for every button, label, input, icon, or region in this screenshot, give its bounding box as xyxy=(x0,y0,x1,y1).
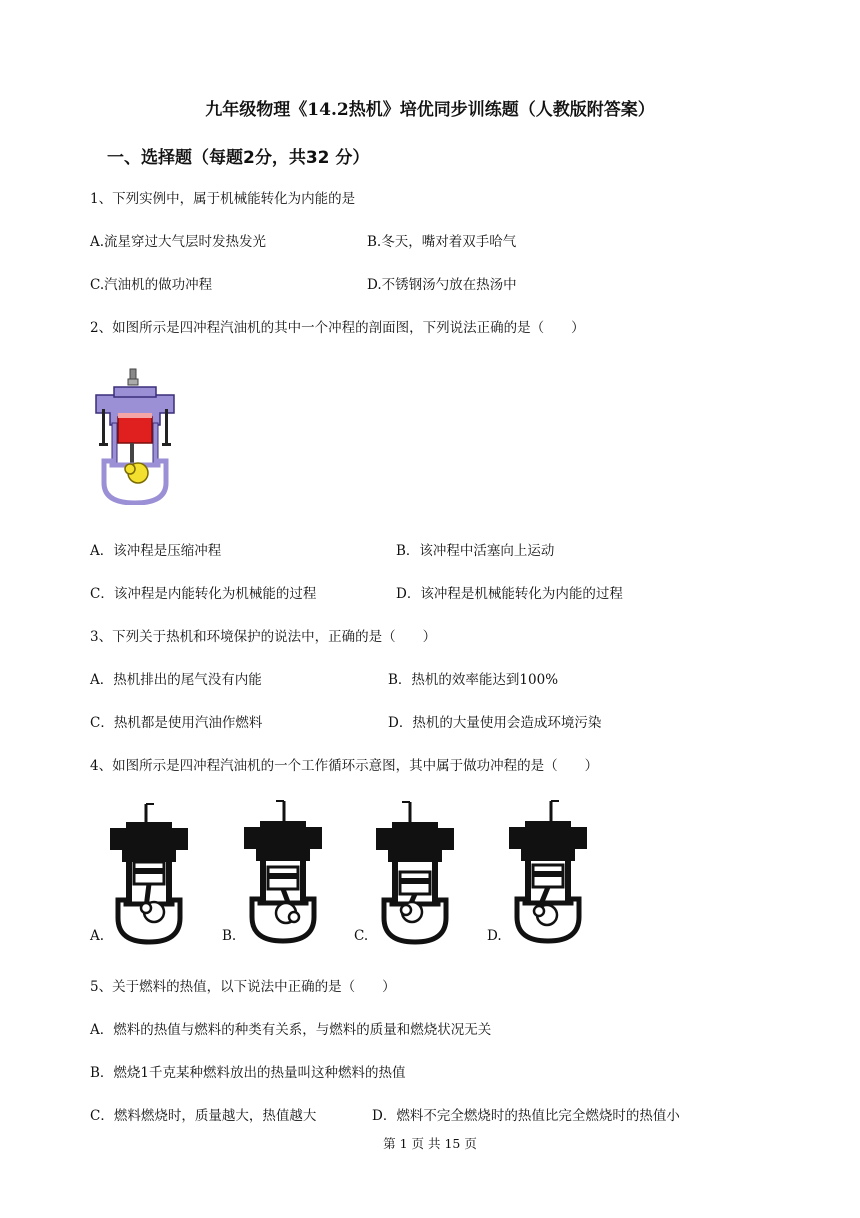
engine-diagram-c xyxy=(372,800,458,945)
question-4-stem: 4、如图所示是四冲程汽油机的一个工作循环示意图，其中属于做功冲程的是（ ） xyxy=(90,758,599,774)
question-4-option-d: D. xyxy=(487,928,502,944)
question-5-option-b: B．燃烧1千克某种燃料放出的热量叫这种燃料的热值 xyxy=(90,1065,406,1081)
question-1-option-b: B.冬天，嘴对着双手哈气 xyxy=(367,234,517,250)
engine-diagram-b xyxy=(240,797,326,945)
question-4-option-a: A. xyxy=(90,928,105,944)
engine-diagram-color xyxy=(90,365,180,505)
question-3-stem: 3、下列关于热机和环境保护的说法中，正确的是（ ） xyxy=(90,629,437,645)
question-3-option-d: D．热机的大量使用会造成环境污染 xyxy=(388,715,602,731)
question-5-option-a: A．燃料的热值与燃料的种类有关系，与燃料的质量和燃烧状况无关 xyxy=(90,1022,492,1038)
engine-diagram-a xyxy=(106,800,192,945)
question-2-option-b: B．该冲程中活塞向上运动 xyxy=(396,543,555,559)
question-3-option-b: B．热机的效率能达到100% xyxy=(388,672,559,688)
question-2-option-d: D．该冲程是机械能转化为内能的过程 xyxy=(396,586,623,602)
question-4-option-b: B. xyxy=(222,928,237,944)
question-3-option-c: C．热机都是使用汽油作燃料 xyxy=(90,715,263,731)
question-3-option-a: A．热机排出的尾气没有内能 xyxy=(90,672,262,688)
section-heading: 一、选择题（每题2分，共32 分） xyxy=(107,148,370,168)
question-1-option-c: C.汽油机的做功冲程 xyxy=(90,277,213,293)
question-2-stem: 2、如图所示是四冲程汽油机的其中一个冲程的剖面图，下列说法正确的是（ ） xyxy=(90,320,585,336)
question-2-option-a: A．该冲程是压缩冲程 xyxy=(90,543,222,559)
question-1-option-d: D.不锈钢汤勺放在热汤中 xyxy=(367,277,517,293)
question-5-option-c: C．燃料燃烧时，质量越大，热值越大 xyxy=(90,1108,317,1124)
question-1-option-a: A.流星穿过大气层时发热发光 xyxy=(90,234,267,250)
question-4-option-c: C. xyxy=(354,928,369,944)
page-footer: 第 1 页 共 15 页 xyxy=(383,1136,477,1151)
question-1-stem: 1、下列实例中，属于机械能转化为内能的是 xyxy=(90,191,356,207)
page-title: 九年级物理《14.2热机》培优同步训练题（人教版附答案） xyxy=(205,100,655,120)
question-2-option-c: C．该冲程是内能转化为机械能的过程 xyxy=(90,586,317,602)
question-5-option-d: D．燃料不完全燃烧时的热值比完全燃烧时的热值小 xyxy=(372,1108,680,1124)
engine-diagram-d xyxy=(505,797,591,945)
question-5-stem: 5、关于燃料的热值，以下说法中正确的是（ ） xyxy=(90,979,396,995)
